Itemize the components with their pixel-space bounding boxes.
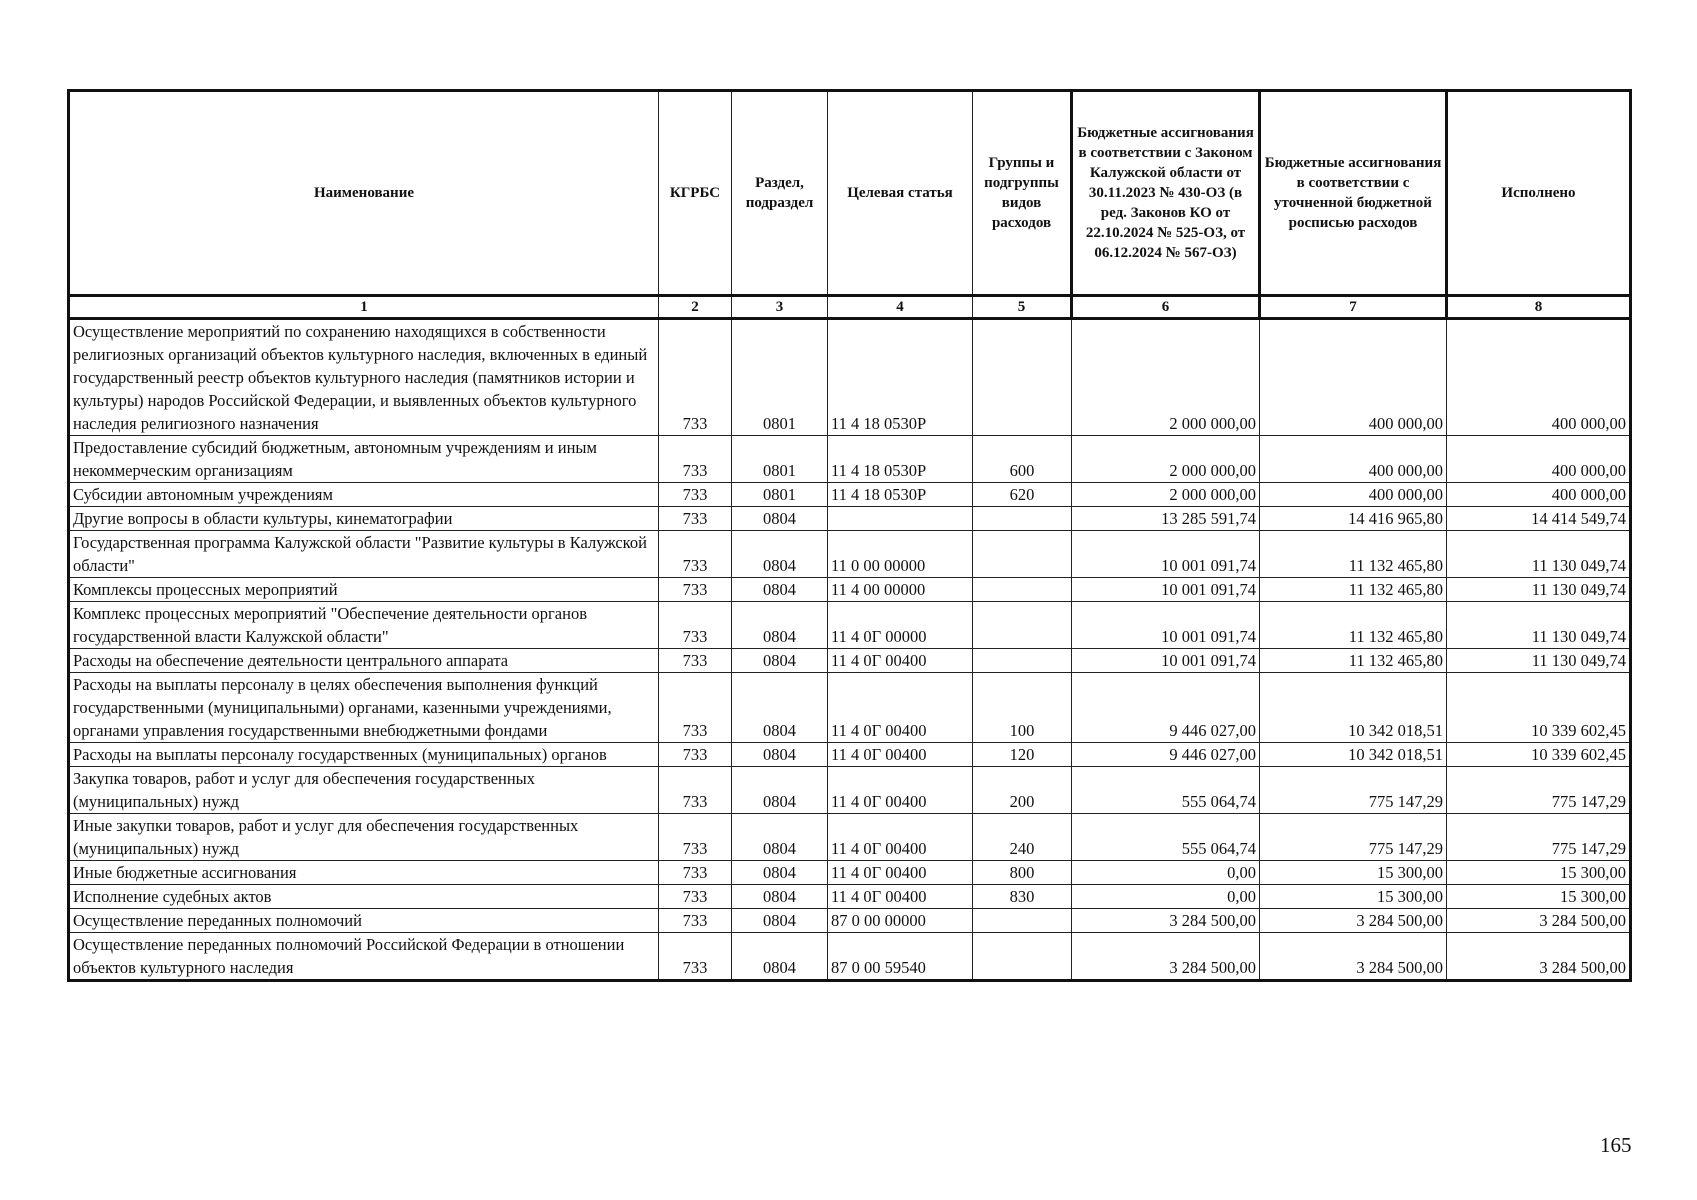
cell-name: Предоставление субсидий бюджетным, автономным учреждениям и иным некоммерческим организациям	[69, 436, 659, 483]
cell-section: 0804	[732, 885, 828, 909]
cell-name: Расходы на выплаты персоналу государственных (муниципальных) органов	[69, 743, 659, 767]
cell-name: Закупка товаров, работ и услуг для обеспечения государственных (муниципальных) нужд	[69, 767, 659, 814]
cell-refined-allocation: 400 000,00	[1260, 483, 1447, 507]
cell-name: Комплексы процессных мероприятий	[69, 578, 659, 602]
cell-name: Расходы на обеспечение деятельности центрального аппарата	[69, 649, 659, 673]
cell-refined-allocation: 11 132 465,80	[1260, 649, 1447, 673]
header-executed: Исполнено	[1447, 91, 1631, 296]
cell-law-allocation: 10 001 091,74	[1072, 602, 1260, 649]
cell-group	[973, 649, 1072, 673]
cell-refined-allocation: 775 147,29	[1260, 814, 1447, 861]
cell-law-allocation: 0,00	[1072, 861, 1260, 885]
cell-section: 0804	[732, 578, 828, 602]
cell-law-allocation: 10 001 091,74	[1072, 531, 1260, 578]
cell-law-allocation: 555 064,74	[1072, 814, 1260, 861]
cell-refined-allocation: 11 132 465,80	[1260, 531, 1447, 578]
cell-law-allocation: 2 000 000,00	[1072, 319, 1260, 436]
cell-executed: 400 000,00	[1447, 319, 1631, 436]
cell-law-allocation: 9 446 027,00	[1072, 743, 1260, 767]
table-body	[69, 319, 1631, 981]
cell-refined-allocation: 775 147,29	[1260, 767, 1447, 814]
cell-executed: 10 339 602,45	[1447, 743, 1631, 767]
cell-law-allocation: 2 000 000,00	[1072, 436, 1260, 483]
table-row	[69, 531, 1631, 578]
cell-target	[828, 507, 973, 531]
cell-group	[973, 507, 1072, 531]
cell-kgrbs: 733	[659, 436, 732, 483]
cell-executed: 775 147,29	[1447, 814, 1631, 861]
cell-refined-allocation: 11 132 465,80	[1260, 602, 1447, 649]
cell-refined-allocation: 15 300,00	[1260, 861, 1447, 885]
column-number: 5	[973, 296, 1072, 319]
cell-section: 0804	[732, 602, 828, 649]
table-row	[69, 814, 1631, 861]
table-row	[69, 602, 1631, 649]
cell-name: Другие вопросы в области культуры, кинематографии	[69, 507, 659, 531]
table-row	[69, 507, 1631, 531]
cell-executed: 3 284 500,00	[1447, 909, 1631, 933]
cell-group: 800	[973, 861, 1072, 885]
table-row	[69, 767, 1631, 814]
table-header	[69, 91, 1631, 319]
header-refined-allocations: Бюджетные ассигнования в соответствии с уточненной бюджетной росписью расходов	[1260, 91, 1447, 296]
cell-executed: 400 000,00	[1447, 483, 1631, 507]
column-number: 1	[69, 296, 659, 319]
header-law-allocations: Бюджетные ассигнования в соответствии с Законом Калужской области от 30.11.2023 № 430-ОЗ (в ред. Законов КО от 22.10.2024 № 525-ОЗ, от 06.12.2024 № 567-ОЗ)	[1072, 91, 1260, 296]
cell-kgrbs: 733	[659, 861, 732, 885]
cell-law-allocation: 0,00	[1072, 885, 1260, 909]
page-number: 165	[1600, 1133, 1632, 1157]
cell-refined-allocation: 14 416 965,80	[1260, 507, 1447, 531]
cell-target: 11 4 0Г 00400	[828, 649, 973, 673]
header-name: Наименование	[69, 91, 659, 296]
column-number: 4	[828, 296, 973, 319]
cell-target: 11 4 0Г 00400	[828, 767, 973, 814]
cell-section: 0801	[732, 436, 828, 483]
cell-executed: 775 147,29	[1447, 767, 1631, 814]
cell-section: 0804	[732, 649, 828, 673]
cell-group: 830	[973, 885, 1072, 909]
cell-executed: 15 300,00	[1447, 885, 1631, 909]
cell-executed: 10 339 602,45	[1447, 673, 1631, 743]
cell-group: 120	[973, 743, 1072, 767]
column-number: 8	[1447, 296, 1631, 319]
cell-target: 11 4 0Г 00000	[828, 602, 973, 649]
cell-kgrbs: 733	[659, 673, 732, 743]
table-row	[69, 885, 1631, 909]
table-row	[69, 933, 1631, 981]
cell-group	[973, 578, 1072, 602]
cell-name: Осуществление мероприятий по сохранению находящихся в собственности религиозных организаций объектов культурного наследия, включенных в единый государственный реестр объектов культурного наследия (памятников истории и культуры) народов Российской Федерации, и выявленных объектов культурного наследия религиозного назначения	[69, 319, 659, 436]
header-group: Группы и подгруппы видов расходов	[973, 91, 1072, 296]
cell-kgrbs: 733	[659, 743, 732, 767]
cell-executed: 11 130 049,74	[1447, 602, 1631, 649]
cell-kgrbs: 733	[659, 578, 732, 602]
cell-section: 0801	[732, 483, 828, 507]
cell-executed: 14 414 549,74	[1447, 507, 1631, 531]
cell-target: 87 0 00 59540	[828, 933, 973, 981]
cell-executed: 11 130 049,74	[1447, 649, 1631, 673]
cell-group: 620	[973, 483, 1072, 507]
cell-group	[973, 602, 1072, 649]
column-numbers-row	[69, 296, 1631, 319]
cell-executed: 400 000,00	[1447, 436, 1631, 483]
cell-name: Исполнение судебных актов	[69, 885, 659, 909]
cell-refined-allocation: 15 300,00	[1260, 885, 1447, 909]
cell-name: Осуществление переданных полномочий Российской Федерации в отношении объектов культурного наследия	[69, 933, 659, 981]
header-row	[69, 91, 1631, 296]
cell-group	[973, 933, 1072, 981]
cell-refined-allocation: 400 000,00	[1260, 436, 1447, 483]
table-row	[69, 578, 1631, 602]
table-row	[69, 436, 1631, 483]
cell-group: 200	[973, 767, 1072, 814]
cell-executed: 11 130 049,74	[1447, 578, 1631, 602]
cell-kgrbs: 733	[659, 767, 732, 814]
cell-refined-allocation: 400 000,00	[1260, 319, 1447, 436]
cell-law-allocation: 3 284 500,00	[1072, 933, 1260, 981]
cell-target: 11 4 0Г 00400	[828, 885, 973, 909]
cell-law-allocation: 2 000 000,00	[1072, 483, 1260, 507]
cell-section: 0801	[732, 319, 828, 436]
table-row	[69, 673, 1631, 743]
cell-section: 0804	[732, 933, 828, 981]
cell-executed: 15 300,00	[1447, 861, 1631, 885]
cell-law-allocation: 13 285 591,74	[1072, 507, 1260, 531]
cell-refined-allocation: 10 342 018,51	[1260, 673, 1447, 743]
cell-group	[973, 531, 1072, 578]
cell-kgrbs: 733	[659, 319, 732, 436]
cell-law-allocation: 9 446 027,00	[1072, 673, 1260, 743]
cell-law-allocation: 3 284 500,00	[1072, 909, 1260, 933]
cell-executed: 3 284 500,00	[1447, 933, 1631, 981]
cell-section: 0804	[732, 507, 828, 531]
table-row	[69, 743, 1631, 767]
cell-section: 0804	[732, 909, 828, 933]
cell-kgrbs: 733	[659, 909, 732, 933]
header-target: Целевая статья	[828, 91, 973, 296]
cell-law-allocation: 555 064,74	[1072, 767, 1260, 814]
cell-kgrbs: 733	[659, 602, 732, 649]
cell-group	[973, 319, 1072, 436]
cell-target: 11 4 18 0530Р	[828, 483, 973, 507]
cell-executed: 11 130 049,74	[1447, 531, 1631, 578]
cell-group: 240	[973, 814, 1072, 861]
cell-name: Расходы на выплаты персоналу в целях обеспечения выполнения функций государственными (муниципальными) органами, казенными учреждениями, органами управления государственными внебюджетными фондами	[69, 673, 659, 743]
cell-target: 11 4 0Г 00400	[828, 743, 973, 767]
table-row	[69, 319, 1631, 436]
cell-section: 0804	[732, 767, 828, 814]
cell-kgrbs: 733	[659, 885, 732, 909]
cell-law-allocation: 10 001 091,74	[1072, 649, 1260, 673]
budget-table	[67, 89, 1632, 982]
cell-refined-allocation: 3 284 500,00	[1260, 933, 1447, 981]
cell-section: 0804	[732, 814, 828, 861]
cell-section: 0804	[732, 743, 828, 767]
cell-name: Иные закупки товаров, работ и услуг для обеспечения государственных (муниципальных) нужд	[69, 814, 659, 861]
cell-target: 11 4 00 00000	[828, 578, 973, 602]
column-number: 2	[659, 296, 732, 319]
cell-name: Иные бюджетные ассигнования	[69, 861, 659, 885]
table-row	[69, 483, 1631, 507]
cell-target: 11 4 18 0530Р	[828, 436, 973, 483]
cell-target: 87 0 00 00000	[828, 909, 973, 933]
cell-refined-allocation: 11 132 465,80	[1260, 578, 1447, 602]
column-number: 7	[1260, 296, 1447, 319]
cell-kgrbs: 733	[659, 649, 732, 673]
cell-name: Субсидии автономным учреждениям	[69, 483, 659, 507]
cell-target: 11 4 0Г 00400	[828, 861, 973, 885]
cell-kgrbs: 733	[659, 814, 732, 861]
cell-section: 0804	[732, 861, 828, 885]
cell-refined-allocation: 10 342 018,51	[1260, 743, 1447, 767]
cell-kgrbs: 733	[659, 483, 732, 507]
header-kgrbs: КГРБС	[659, 91, 732, 296]
column-number: 3	[732, 296, 828, 319]
cell-group	[973, 909, 1072, 933]
cell-target: 11 4 18 0530Р	[828, 319, 973, 436]
cell-section: 0804	[732, 673, 828, 743]
cell-kgrbs: 733	[659, 933, 732, 981]
table-row	[69, 909, 1631, 933]
cell-kgrbs: 733	[659, 507, 732, 531]
cell-name: Комплекс процессных мероприятий "Обеспечение деятельности органов государственной власти Калужской области"	[69, 602, 659, 649]
table-row	[69, 861, 1631, 885]
cell-group: 600	[973, 436, 1072, 483]
cell-name: Государственная программа Калужской области "Развитие культуры в Калужской области"	[69, 531, 659, 578]
cell-target: 11 4 0Г 00400	[828, 814, 973, 861]
cell-law-allocation: 10 001 091,74	[1072, 578, 1260, 602]
cell-section: 0804	[732, 531, 828, 578]
cell-refined-allocation: 3 284 500,00	[1260, 909, 1447, 933]
column-number: 6	[1072, 296, 1260, 319]
cell-target: 11 4 0Г 00400	[828, 673, 973, 743]
cell-group: 100	[973, 673, 1072, 743]
cell-name: Осуществление переданных полномочий	[69, 909, 659, 933]
header-section: Раздел, подраздел	[732, 91, 828, 296]
table-row	[69, 649, 1631, 673]
cell-kgrbs: 733	[659, 531, 732, 578]
cell-target: 11 0 00 00000	[828, 531, 973, 578]
